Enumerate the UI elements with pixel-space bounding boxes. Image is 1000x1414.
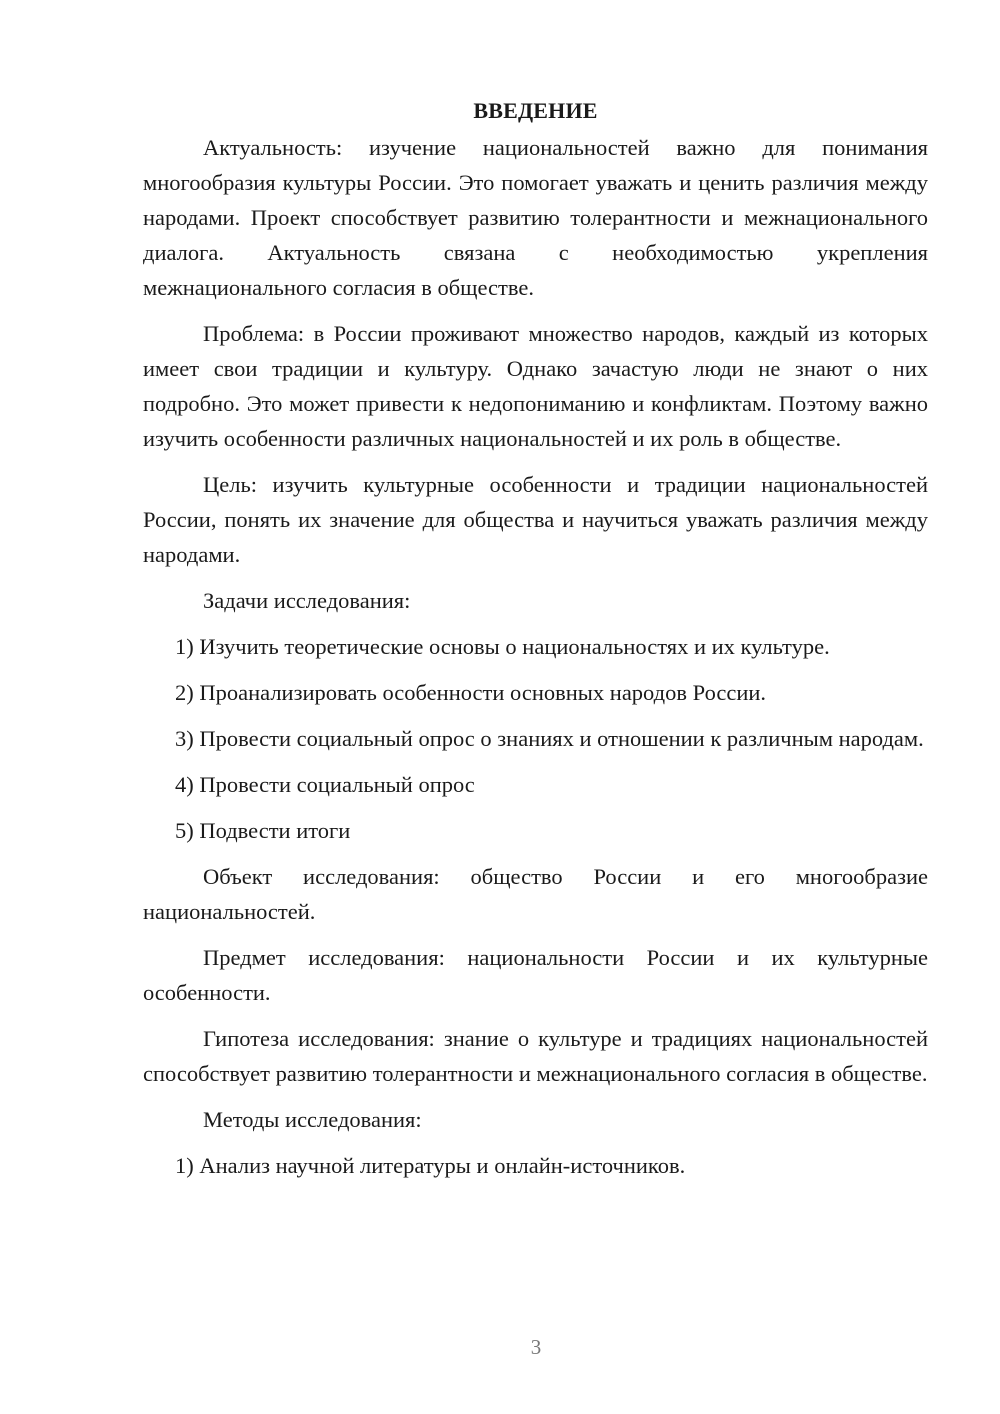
hypothesis-paragraph: Гипотеза исследования: знание о культуре и традициях национальностей способствует развитию толерантности и межнационального согласия в обществе. <box>143 1026 928 1086</box>
goal-paragraph: Цель: изучить культурные особенности и традиции национальностей России, понять их значение для общества и научиться уважать различия между народами. <box>143 472 928 567</box>
method-item-1: 1) Анализ научной литературы и онлайн-источников. <box>175 1153 686 1178</box>
document-page <box>143 96 928 1194</box>
tasks-heading: Задачи исследования: <box>203 588 411 613</box>
methods-heading: Методы исследования: <box>203 1107 422 1132</box>
problem-paragraph: Проблема: в России проживают множество народов, каждый из которых имеет свои традиции и культуру. Однако зачастую люди не знают о них подробно. Это может привести к недопониманию и конфликтам. Поэтому важно изучить особенности различных национальностей и их роль в обществе. <box>143 321 928 451</box>
relevance-paragraph: Актуальность: изучение национальностей важно для понимания многообразия культуры России. Это помогает уважать и ценить различия между народами. Проект способствует развитию толерантности и межнационального диалога. Актуальность связана с необходимостью укрепления межнационального согласия в обществе. <box>143 135 928 300</box>
object-paragraph: Объект исследования: общество России и его многообразие национальностей. <box>143 864 928 924</box>
task-item-5: 5) Подвести итоги <box>175 818 351 843</box>
section-heading: ВВЕДЕНИЕ <box>473 98 598 123</box>
task-item-1: 1) Изучить теоретические основы о национальностях и их культуре. <box>175 634 830 659</box>
task-item-4: 4) Провести социальный опрос <box>175 772 475 797</box>
subject-paragraph: Предмет исследования: национальности России и их культурные особенности. <box>143 945 928 1005</box>
task-item-2: 2) Проанализировать особенности основных народов России. <box>175 680 767 705</box>
page-number: 3 <box>530 1335 542 1359</box>
task-item-3: 3) Провести социальный опрос о знаниях и отношении к различным народам. <box>175 726 924 751</box>
